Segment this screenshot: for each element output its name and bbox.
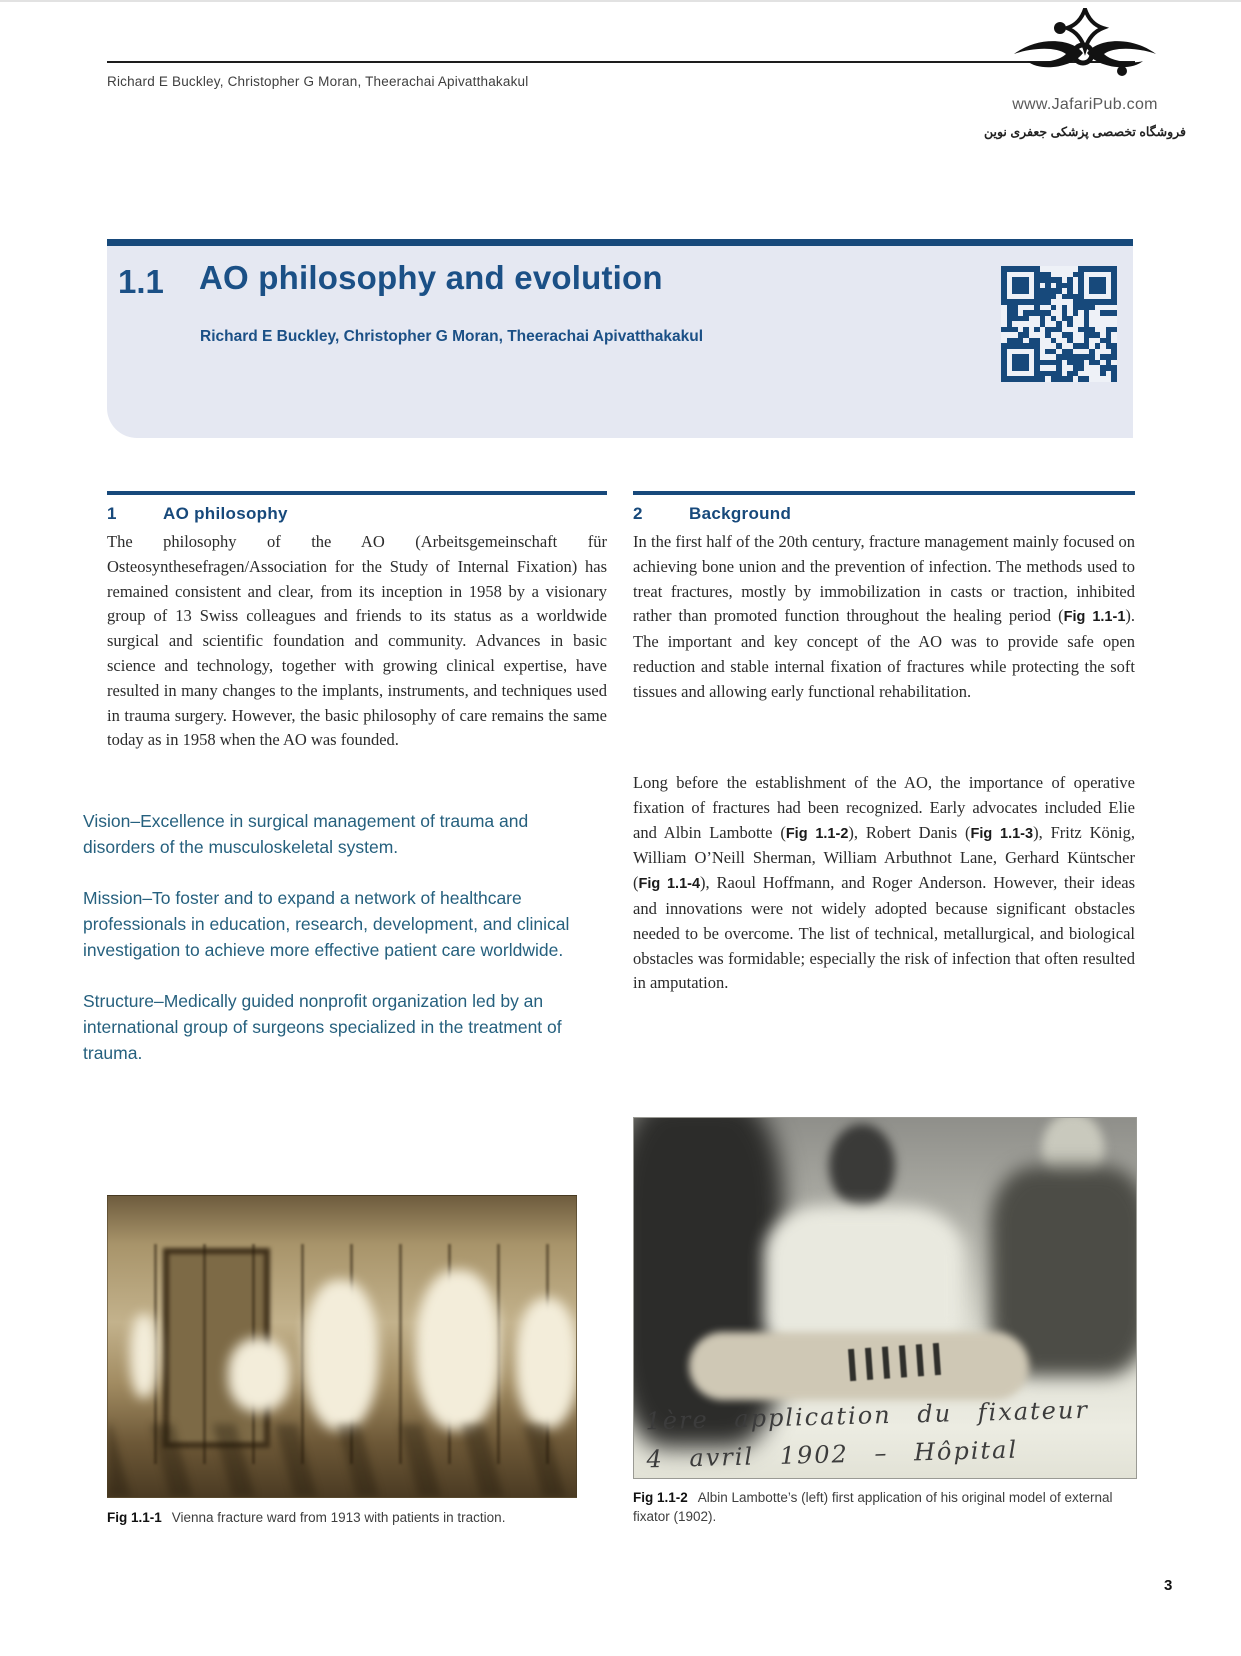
publisher-tagline: فروشگاه تخصصی پزشکی جعفری نوین (983, 125, 1187, 139)
figure-1-1-2-photo (633, 1117, 1137, 1479)
nurse-figure (130, 1314, 158, 1398)
chapter-title: AO philosophy and evolution (199, 259, 663, 296)
background-paragraph-2: Long before the establishment of the AO, the importance of operative fixation of fractures had been recognized. Early advocates included Elie and Albin Lambotte (Fig 1.1-2), Robert Danis (Fig 1.1-3), Fritz König, William O’Neill Sherman, William Arbuthnot Lane, Gerhard Küntscher (Fig 1.1-4), Raoul Hoffmann, and Roger Anderson. However, their ideas and innovations were not widely adopted because significant obstacles needed to be overcome. The list of technical, metallurgical, and biological obstacles was formidable; especially the risk of infection that often resulted in amputation. (633, 773, 1136, 993)
vision-statement: Vision–Excellence in surgical management of trauma and disorders of the musculoskeletal system. (83, 811, 529, 857)
page-number: 3 (1164, 1577, 1173, 1594)
figure-label: Fig 1.1-2 (633, 1490, 688, 1505)
section-2-heading: Background (689, 504, 792, 523)
mission-statement: Mission–To foster and to expand a network of healthcare professionals in education, research, development, and clinical investigation to achieve more effective patient care worldwide. (83, 888, 570, 960)
section-1-number: 1 (107, 504, 117, 523)
chapter-authors: Richard E Buckley, Christopher G Moran, Theerachai Apivatthakakul (200, 328, 704, 345)
chapter-banner (107, 239, 1133, 438)
figure-label: Fig 1.1-1 (107, 1510, 162, 1525)
chapter-number: 1.1 (118, 263, 164, 300)
section-2-number: 2 (633, 504, 643, 523)
figure-1-1-2-caption: Fig 1.1-2 Albin Lambotte’s (left) first application of his original model of external fixator (1902). (633, 1490, 1113, 1524)
section-2-rule (633, 491, 1135, 495)
photo-handwriting: 1ère application du fixateur 4 avril 1902 – Hôpital (645, 1395, 1090, 1474)
external-fixator (848, 1343, 942, 1381)
section-1-heading: AO philosophy (163, 504, 288, 523)
ao-philosophy-paragraph: The philosophy of the AO (Arbeitsgemeinschaft für Osteosynthesefragen/Association for the Study of Internal Fixation) has remained consistent and clear, from its inception in 1958 by a visionary group of 13 Swiss colleagues and friends to its status as a worldwide surgical and scientific foundation and community. Advances in basic science and technology, together with growing clinical expertise, have resulted in many changes to the implants, instruments, and techniques used in trauma surgery. However, the basic philosophy of care remains the same today as in 1958 when the AO was founded. (107, 532, 607, 750)
running-head-byline: Richard E Buckley, Christopher G Moran, Theerachai Apivatthakakul (107, 74, 529, 89)
publisher-brand (965, 8, 1205, 139)
publisher-url: www.JafariPub.com (1012, 96, 1158, 113)
figure-1-1-1-caption: Fig 1.1-1 Vienna fracture ward from 1913 with patients in traction. (107, 1510, 506, 1525)
jafari-logo-icon (1010, 8, 1160, 94)
section-1-rule (107, 491, 607, 495)
structure-statement: Structure–Medically guided nonprofit organization led by an international group of surgeons specialized in the treatment of trauma. (83, 991, 562, 1063)
figure-1-1-1-photo (107, 1195, 577, 1498)
qr-code (1001, 266, 1117, 382)
vision-mission-structure (83, 808, 593, 1091)
background-paragraph-1: In the first half of the 20th century, fracture management mainly focused on achieving bone union and the prevention of infection. The methods used to treat fractures, mostly by immobilization in casts or traction, inhibited rather than promoted function throughout the healing period (Fig 1.1-1). The important and key concept of the AO was to provide safe open reduction and stable internal fixation of fractures while protecting the soft tissues and allowing early functional rehabilitation. (633, 532, 1136, 701)
